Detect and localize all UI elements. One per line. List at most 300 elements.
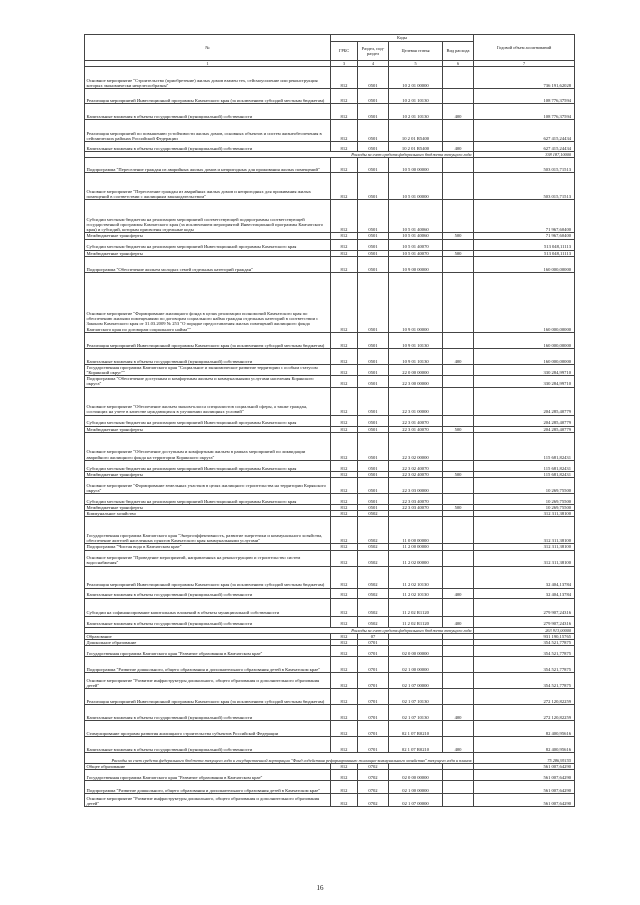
table-row [85,332,575,348]
row-grbs: 812 [331,426,358,432]
row-name: Реализация мероприятий Инвестиционной программы Камчатского края (за исключением субсидий местным бюджетам) [85,689,331,705]
row-exp-type [443,673,474,689]
table-row [85,387,575,415]
row-section: 0501 [358,120,389,142]
row-grbs: 812 [331,598,358,616]
row-target: 02 1 07 00000 [389,794,443,807]
row-exp-type [443,657,474,673]
row-target: 10 5 01 40070 [389,239,443,250]
table-header [85,35,575,67]
row-exp-type [443,67,474,89]
row-grbs: 812 [331,646,358,657]
row-amount: 312 311,38100 [474,511,575,517]
table-row [85,376,575,387]
row-grbs: 812 [331,89,358,104]
row-grbs: 812 [331,794,358,807]
col-index-cell: 1 [85,61,331,67]
row-exp-type [443,478,474,494]
row-target: 10 2 01 00000 [389,67,443,89]
table-row [85,598,575,616]
row-target: 02 1 07 10130 [389,689,443,705]
row-exp-type [443,721,474,737]
row-section: 0501 [358,158,389,173]
row-amount: 10 269,75500 [474,505,575,511]
row-grbs: 812 [331,640,358,646]
row-target: 02 0 00 00000 [389,770,443,781]
row-amount: 204 285,40779 [474,387,575,415]
row-grbs: 812 [331,233,358,239]
header-codes: Коды [331,35,474,42]
row-grbs: 812 [331,737,358,753]
table-body [85,67,575,807]
row-grbs: 812 [331,142,358,152]
row-grbs: 812 [331,272,358,332]
row-target: 11 2 02 00000 [389,550,443,566]
row-name: Подпрограмма "Обеспечение доступным и комфортным жильем и коммунальными услугами населения Корякского округа" [85,376,331,387]
row-amount: 330 284,99710 [474,376,575,387]
row-target: 11 0 00 00000 [389,517,443,544]
row-target: 10 9 01 00000 [389,272,443,332]
row-section: 0502 [358,566,389,588]
row-grbs: 812 [331,478,358,494]
row-amount: 82 400,95616 [474,737,575,753]
row-amount: 108 776,37594 [474,89,575,104]
row-amount: 503 015,71513 [474,158,575,173]
row-section: 0701 [358,721,389,737]
row-target: 10 5 01 40060 [389,233,443,239]
row-grbs: 812 [331,505,358,511]
row-exp-type: 500 [443,250,474,256]
table-row [85,705,575,721]
row-grbs: 812 [331,200,358,233]
row-name: Основное мероприятие "Развитие инфраструктуры дошкольного, общего образования и дополнительного образования детей" [85,673,331,689]
row-name: Подпрограмма "Переселение граждан из аварийных жилых домов и непригодных для проживания жилых помещений" [85,158,331,173]
row-target: 10 5 01 00000 [389,173,443,200]
row-section: 0502 [358,511,389,517]
row-amount: 160 000,00000 [474,332,575,348]
row-name: Основное мероприятие "Проведение мероприятий, направленных на реконструкцию и строительство систем водоснабжения" [85,550,331,566]
row-amount: 561 007,64290 [474,781,575,794]
row-section: 0501 [358,348,389,364]
row-grbs: 812 [331,657,358,673]
row-name: Основное мероприятие "Переселение граждан из аварийных жилых домов и непригодных для проживания жилых помещений в соответствии с жилищным законодательством" [85,173,331,200]
table-row [85,173,575,200]
row-grbs: 812 [331,376,358,387]
note-text: Расходы за счет средств федерального бюджета текущего года [85,627,474,633]
row-target: 22 3 03 40070 [389,505,443,511]
row-section: 07 [358,633,389,639]
row-target: 22 3 01 40070 [389,426,443,432]
row-exp-type: 400 [443,588,474,598]
row-name: Основное мероприятие "Обеспечение жильем эконом-класса специалистов социальной сферы, а также граждан, состоящих на учете в качестве нуждающихся в улучшении жилищных условий" [85,387,331,415]
row-exp-type [443,550,474,566]
row-exp-type [443,517,474,544]
row-target: 02 1 00 00000 [389,781,443,794]
row-grbs: 812 [331,705,358,721]
row-target: 11 2 02 R1120 [389,616,443,627]
row-name: Общее образование [85,764,331,770]
row-name: Подпрограмма "Обеспечение жильем молодых семей отдельных категорий граждан" [85,256,331,272]
row-section: 0702 [358,764,389,770]
row-section: 0501 [358,376,389,387]
table-note-row [85,753,575,764]
row-name: Капитальные вложения в объекты государственной (муниципальной) собственности [85,348,331,364]
row-name: Дошкольное образование [85,640,331,646]
row-amount: 204 285,40779 [474,415,575,426]
row-section: 0701 [358,705,389,721]
row-amount: 160 000,00000 [474,272,575,332]
row-name: Стимулирование программ развития жилищного строительства субъектов Российской Федерации [85,721,331,737]
row-grbs: 812 [331,460,358,471]
row-section: 0501 [358,364,389,375]
table-row [85,770,575,781]
row-target: 11 2 00 00000 [389,544,443,550]
header-grbs: ГРБС [331,42,358,61]
table-row [85,348,575,364]
row-grbs: 812 [331,689,358,705]
row-amount: 330 284,99710 [474,364,575,375]
row-grbs: 812 [331,517,358,544]
row-grbs: 812 [331,566,358,588]
row-name: Межбюджетные трансферты [85,426,331,432]
col-index-cell: 6 [443,61,474,67]
table-row [85,239,575,250]
header-target: Целевая статья [389,42,443,61]
row-grbs: 812 [331,511,358,517]
row-target: 02 1 07 00000 [389,673,443,689]
row-name: Капитальные вложения в объекты государственной (муниципальной) собственности [85,104,331,120]
row-name: Межбюджетные трансферты [85,471,331,477]
table-row [85,142,575,152]
row-exp-type [443,781,474,794]
row-section: 0702 [358,781,389,794]
row-name: Субсидии на софинансирование капитальных вложений в объекты муниципальной собственности [85,598,331,616]
table-row [85,364,575,375]
row-name: Субсидии местным бюджетам на реализацию мероприятий соответствующей подпрограммы соответствующей государственной программы Камчатского края (за исключением мероприятий Инвестиционной программы Камчатского края) и субсидий, которым присвоены отдельные коды [85,200,331,233]
row-exp-type [443,256,474,272]
table-row [85,673,575,689]
row-exp-type [443,173,474,200]
row-amount: 82 400,95616 [474,721,575,737]
row-target: 22 3 01 40070 [389,415,443,426]
row-section: 0501 [358,233,389,239]
row-amount: 312 311,38100 [474,550,575,566]
row-target: 22 0 00 00000 [389,364,443,375]
row-name: Основное мероприятие "Развитие инфраструктуры дошкольного, общего образования и дополнительного образования детей" [85,794,331,807]
row-target: 10 2 01 10130 [389,104,443,120]
row-amount: 931 190,15765 [474,633,575,639]
row-section: 0501 [358,426,389,432]
row-exp-type [443,239,474,250]
row-grbs: 812 [331,387,358,415]
table-row [85,689,575,705]
row-name: Государственная программа Камчатского края "Энергоэффективность, развитие энергетики и коммунального хозяйства, обеспечение жителей населенных пунктов Камчатского края коммунальными услугами" [85,517,331,544]
row-name: Реализация мероприятий Инвестиционной программы Камчатского края (за исключением субсидий местным бюджетам) [85,332,331,348]
row-grbs: 812 [331,616,358,627]
row-section: 0501 [358,432,389,460]
row-section: 0501 [358,471,389,477]
row-grbs: 812 [331,721,358,737]
row-grbs: 812 [331,673,358,689]
row-exp-type [443,332,474,348]
row-section: 0702 [358,794,389,807]
row-target: 10 9 00 00000 [389,256,443,272]
row-section: 0502 [358,550,389,566]
row-amount: 108 776,37594 [474,104,575,120]
row-grbs: 812 [331,364,358,375]
row-exp-type: 500 [443,233,474,239]
row-name: Субсидии местным бюджетам на реализацию мероприятий Инвестиционной программы Камчатского края [85,415,331,426]
row-exp-type: 400 [443,348,474,364]
row-name: Основное мероприятие "Обеспечение доступным и комфортным жильем в рамках мероприятий по ликвидации аварийного жилищного фонда на территории Корякского округа" [85,432,331,460]
row-target: 02 0 00 00000 [389,646,443,657]
row-target: 10 5 01 40060 [389,200,443,233]
row-name: Межбюджетные трансферты [85,505,331,511]
budget-table [84,34,575,807]
row-section: 0502 [358,588,389,598]
row-amount: 115 681,82431 [474,460,575,471]
row-section: 0701 [358,640,389,646]
row-target: 02 1 07 R0210 [389,721,443,737]
table-row [85,588,575,598]
row-amount: 561 007,64290 [474,794,575,807]
row-target: 22 3 02 40070 [389,471,443,477]
row-section: 0501 [358,104,389,120]
row-section: 0501 [358,387,389,415]
table-row [85,737,575,753]
row-grbs: 812 [331,104,358,120]
row-grbs: 812 [331,250,358,256]
row-target: 10 5 00 00000 [389,158,443,173]
row-section: 0501 [358,332,389,348]
row-exp-type [443,494,474,505]
row-name: Реализация мероприятий Инвестиционной программы Камчатского края (за исключением субсидий местным бюджетам) [85,89,331,104]
row-name: Капитальные вложения в объекты государственной (муниципальной) собственности [85,737,331,753]
row-amount: 272 120,82259 [474,705,575,721]
row-section: 0501 [358,200,389,233]
row-section: 0502 [358,517,389,544]
row-amount: 627 415,24434 [474,120,575,142]
table-row [85,120,575,142]
col-index-cell: 4 [358,61,389,67]
row-section: 0501 [358,478,389,494]
row-amount: 160 000,00000 [474,348,575,364]
row-amount: 10 269,75500 [474,478,575,494]
row-amount: 279 907,24316 [474,616,575,627]
row-name: Межбюджетные трансферты [85,233,331,239]
row-name: Подпрограмма "Развитие дошкольного, общего образования и дополнительного образования детей в Камчатском крае" [85,657,331,673]
page-number: 16 [316,884,324,892]
row-exp-type [443,566,474,588]
row-exp-type [443,646,474,657]
row-name: Капитальные вложения в объекты государственной (муниципальной) собственности [85,705,331,721]
row-name: Субсидии местным бюджетам на реализацию мероприятий Инвестиционной программы Камчатского края [85,239,331,250]
table-row [85,256,575,272]
row-exp-type [443,272,474,332]
header-exp-type: Вид расхода [443,42,474,61]
row-name: Основное мероприятие "Формирование жилищного фонда в целях реализации полномочий Камчатского края по обеспечению жилыми помещениями по договорам социального найма граждан отдельных категорий в соответствии с Законом Камчатского края от 31.03.2009 № 253 "О порядке предоставления жилых помещений жилищного фонда Камчатского края по договорам социального найма"" [85,272,331,332]
row-exp-type: 500 [443,505,474,511]
row-exp-type [443,200,474,233]
row-amount: 312 311,38100 [474,544,575,550]
row-target: 10 2 01 10130 [389,89,443,104]
row-section: 0701 [358,657,389,673]
row-grbs: 812 [331,432,358,460]
row-section: 0501 [358,239,389,250]
row-target: 11 2 02 10130 [389,566,443,588]
row-section: 0501 [358,494,389,505]
table-row [85,721,575,737]
row-section: 0501 [358,142,389,152]
row-section: 0501 [358,256,389,272]
row-section: 0501 [358,460,389,471]
row-exp-type: 500 [443,471,474,477]
row-exp-type [443,598,474,616]
row-section: 0501 [358,67,389,89]
row-grbs: 812 [331,781,358,794]
table-row [85,794,575,807]
row-grbs: 812 [331,348,358,364]
table-row [85,517,575,544]
row-target: 02 1 07 10130 [389,705,443,721]
row-target: 02 1 00 00000 [389,657,443,673]
row-section: 0701 [358,689,389,705]
table-row [85,646,575,657]
row-exp-type [443,415,474,426]
row-exp-type [443,158,474,173]
row-name: Государственная программа Камчатского края "Развитие образования в Камчатском крае" [85,646,331,657]
header-num: № [85,35,331,61]
row-target: 22 3 02 40070 [389,460,443,471]
row-grbs: 812 [331,332,358,348]
row-section: 0701 [358,737,389,753]
row-amount: 561 007,64290 [474,764,575,770]
row-grbs: 812 [331,173,358,200]
row-grbs: 812 [331,415,358,426]
row-amount: 354 521,77875 [474,657,575,673]
row-name: Капитальные вложения в объекты государственной (муниципальной) собственности [85,588,331,598]
row-exp-type [443,89,474,104]
row-exp-type [443,689,474,705]
row-target: 22 3 01 00000 [389,387,443,415]
row-section: 0502 [358,544,389,550]
table-row [85,104,575,120]
row-name: Подпрограмма "Чистая вода в Камчатском крае" [85,544,331,550]
table-row [85,89,575,104]
row-exp-type [443,120,474,142]
row-target: 10 9 01 10130 [389,348,443,364]
table-row [85,67,575,89]
row-name: Межбюджетные трансферты [85,250,331,256]
row-amount: 513 048,11113 [474,250,575,256]
row-amount: 354 521,77875 [474,640,575,646]
row-exp-type: 400 [443,104,474,120]
row-name: Подпрограмма "Развитие дошкольного, общего образования и дополнительного образования детей в Камчатском крае" [85,781,331,794]
row-exp-type [443,794,474,807]
row-amount: 736 191,62028 [474,67,575,89]
row-section: 0701 [358,673,389,689]
row-exp-type [443,460,474,471]
note-text: Расходы за счет средств федерального бюджета текущего года [85,152,474,158]
row-amount: 513 048,11113 [474,239,575,250]
row-target: 10 2 01 R5400 [389,142,443,152]
table-row [85,432,575,460]
col-index-cell: 5 [389,61,443,67]
row-exp-type [443,432,474,460]
row-grbs: 812 [331,764,358,770]
table-row [85,158,575,173]
row-name: Капитальные вложения в объекты государственной (муниципальной) собственности [85,616,331,627]
row-grbs: 812 [331,67,358,89]
row-name: Реализация мероприятий Инвестиционной программы Камчатского края (за исключением субсидий местным бюджетам) [85,566,331,588]
row-grbs: 812 [331,770,358,781]
col-index-cell: 3 [331,61,358,67]
row-exp-type: 400 [443,737,474,753]
row-target: 02 1 07 R0210 [389,737,443,753]
row-grbs: 812 [331,494,358,505]
row-section: 0501 [358,173,389,200]
row-section: 0502 [358,598,389,616]
note-text: Расходы за счет средств федерального бюджета текущего года и государственной корпорации "Фонд содействия реформированию жилищно-коммунального хозяйства" текущего года и планов [85,753,474,764]
row-grbs: 812 [331,471,358,477]
row-name: Реализация мероприятий по повышению устойчивости жилых домов, основных объектов и систем жизнеобеспечения в сейсмических районах Российской Федерации [85,120,331,142]
row-section: 0501 [358,250,389,256]
table-row [85,415,575,426]
row-exp-type [443,376,474,387]
row-grbs: 812 [331,588,358,598]
row-amount: 312 311,38100 [474,517,575,544]
row-name: Основное мероприятие "Строительство (приобретение) жилых домов взамен тех, сейсмоусиление или реконструкция которых экономически нецелесообразны" [85,67,331,89]
row-amount: 354 521,77875 [474,646,575,657]
row-name: Капитальные вложения в объекты государственной (муниципальной) собственности [85,142,331,152]
row-section: 0501 [358,415,389,426]
row-exp-type: 500 [443,426,474,432]
row-amount: 32 404,13784 [474,566,575,588]
table-row [85,616,575,627]
row-section: 0502 [358,616,389,627]
table-row [85,657,575,673]
row-name: Государственная программа Камчатского края "Социальное и экономическое развитие территории с особым статусом "Корякский округ"" [85,364,331,375]
col-index-cell: 7 [474,61,575,67]
row-amount: 204 285,40779 [474,426,575,432]
row-amount: 32 404,13784 [474,588,575,598]
header-annual: Годовой объем ассигнований [474,35,575,61]
row-name: Субсидии местным бюджетам на реализацию мероприятий Инвестиционной программы Камчатского края [85,460,331,471]
row-grbs: 812 [331,550,358,566]
row-amount: 503 015,71513 [474,173,575,200]
table-row [85,494,575,505]
row-amount: 627 415,24434 [474,142,575,152]
note-amount: 75 286,95155 [474,753,575,764]
row-grbs: 812 [331,256,358,272]
row-target: 22 3 03 00000 [389,478,443,494]
row-grbs: 812 [331,120,358,142]
row-amount: 279 907,24316 [474,598,575,616]
row-amount: 71 967,60400 [474,200,575,233]
row-grbs: 812 [331,544,358,550]
row-exp-type [443,387,474,415]
row-exp-type [443,770,474,781]
header-section: Раздел, под-раздел [358,42,389,61]
row-grbs: 812 [331,633,358,639]
row-name: Основное мероприятие "Формирование земельных участков в целях жилищного строительства на территории Корякского округа" [85,478,331,494]
row-target: 22 3 03 40070 [389,494,443,505]
row-section: 0501 [358,89,389,104]
row-exp-type: 400 [443,142,474,152]
row-grbs: 812 [331,158,358,173]
row-target: 10 2 01 R5400 [389,120,443,142]
row-target: 10 5 01 40070 [389,250,443,256]
